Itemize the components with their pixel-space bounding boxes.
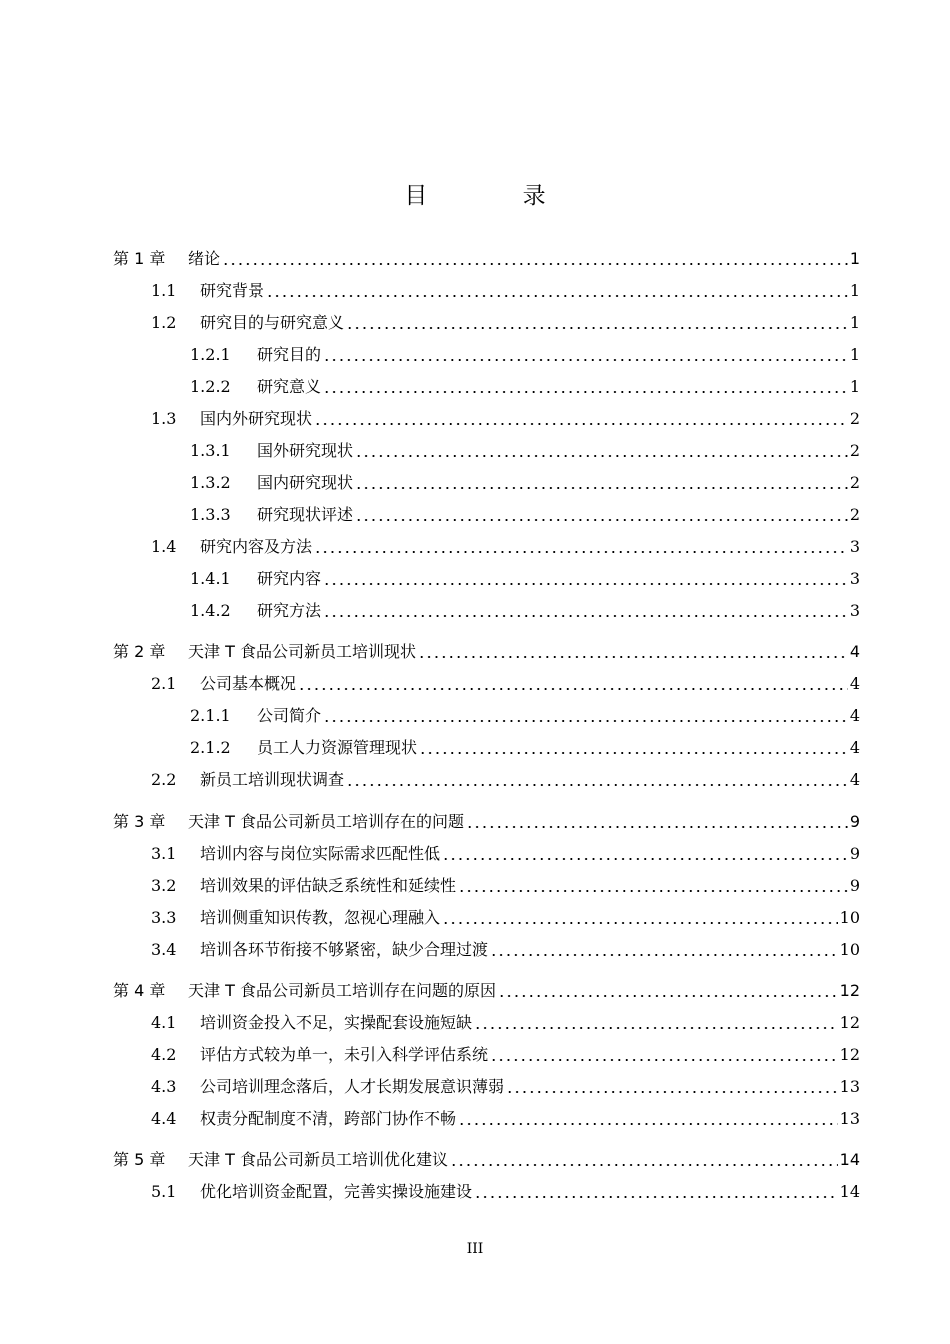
entry-title: 天津 T 食品公司新员工培训优化建议	[188, 1150, 448, 1169]
entry-number: 3.4	[151, 940, 177, 959]
entry-number: 1.4.1	[190, 569, 231, 588]
toc-entry-chapter[interactable]	[113, 805, 860, 833]
entry-number: 2.1	[151, 674, 177, 693]
toc-entry-section[interactable]	[151, 530, 860, 558]
dot-leader	[474, 1195, 838, 1199]
dot-leader	[355, 518, 848, 522]
dot-leader	[442, 921, 838, 925]
entry-title: 公司培训理念落后，人才长期发展意识薄弱	[200, 1077, 505, 1096]
toc-entry-chapter[interactable]	[113, 635, 860, 663]
entry-title: 研究背景	[200, 281, 265, 300]
toc-entry-subsection[interactable]	[190, 731, 860, 759]
toc-entry-section[interactable]	[151, 1006, 860, 1034]
toc-entry-subsection[interactable]	[190, 338, 860, 366]
dot-leader	[490, 1058, 838, 1062]
toc-entry-subsection[interactable]	[190, 594, 860, 622]
entry-number: 1.3.1	[190, 441, 231, 460]
toc-entry-subsection[interactable]	[190, 498, 860, 526]
entry-number: 1.3.3	[190, 505, 231, 524]
entry-page: 13	[839, 1077, 860, 1096]
toc-entry-section[interactable]	[151, 869, 860, 897]
entry-title: 绪论	[188, 249, 221, 268]
entry-page: 1	[849, 377, 860, 396]
dot-leader	[323, 582, 848, 586]
entry-title: 研究内容及方法	[200, 537, 313, 556]
toc-entry-section[interactable]	[151, 837, 860, 865]
entry-number: 2.1.2	[190, 738, 231, 757]
entry-page: 12	[839, 1013, 860, 1032]
entry-number: 1.3.2	[190, 473, 231, 492]
toc-entry-section[interactable]	[151, 1038, 860, 1066]
entry-number: 第 1 章	[113, 249, 166, 268]
toc-entry-chapter[interactable]	[113, 974, 860, 1002]
toc-entry-section[interactable]	[151, 306, 860, 334]
entry-number: 5.1	[151, 1182, 177, 1201]
entry-page: 1	[849, 345, 860, 364]
dot-leader	[458, 1122, 838, 1126]
toc-entry-section[interactable]	[151, 1175, 860, 1203]
entry-page: 4	[849, 738, 860, 757]
entry-number: 1.4.2	[190, 601, 231, 620]
dot-leader	[346, 783, 848, 787]
dot-leader	[323, 614, 848, 618]
entry-number: 1.1	[151, 281, 177, 300]
dot-leader	[355, 454, 848, 458]
dot-leader	[355, 486, 848, 490]
dot-leader	[506, 1090, 838, 1094]
entry-page: 2	[849, 441, 860, 460]
entry-title: 培训侧重知识传教，忽视心理融入	[200, 908, 441, 927]
toc-entry-section[interactable]	[151, 402, 860, 430]
dot-leader	[346, 326, 848, 330]
dot-leader	[498, 994, 838, 998]
toc-entry-section[interactable]	[151, 1070, 860, 1098]
entry-number: 2.2	[151, 770, 177, 789]
entry-title: 天津 T 食品公司新员工培训存在的问题	[188, 812, 464, 831]
entry-title: 研究目的与研究意义	[200, 313, 345, 332]
page-number: III	[466, 1241, 484, 1257]
dot-leader	[323, 390, 848, 394]
dot-leader	[418, 655, 848, 659]
entry-page: 12	[839, 1045, 860, 1064]
dot-leader	[314, 422, 848, 426]
entry-number: 3.3	[151, 908, 177, 927]
entry-number: 第 3 章	[113, 812, 166, 831]
entry-page: 4	[849, 642, 860, 661]
dot-leader	[323, 719, 848, 723]
dot-leader	[442, 857, 848, 861]
entry-title: 公司简介	[257, 706, 322, 725]
entry-number: 4.1	[151, 1013, 177, 1032]
entry-page: 13	[839, 1109, 860, 1128]
dot-leader	[490, 953, 838, 957]
dot-leader	[474, 1026, 838, 1030]
entry-page: 4	[849, 674, 860, 693]
dot-leader	[298, 687, 848, 691]
entry-number: 3.1	[151, 844, 177, 863]
entry-title: 优化培训资金配置，完善实操设施建设	[200, 1182, 473, 1201]
entry-number: 4.3	[151, 1077, 177, 1096]
entry-number: 3.2	[151, 876, 177, 895]
toc-entry-section[interactable]	[151, 933, 860, 961]
entry-page: 9	[849, 812, 860, 831]
entry-page: 1	[849, 249, 860, 268]
entry-page: 3	[849, 569, 860, 588]
entry-title: 研究目的	[257, 345, 322, 364]
dot-leader	[222, 262, 848, 266]
dot-leader	[450, 1163, 838, 1167]
toc-entry-section[interactable]	[151, 901, 860, 929]
entry-page: 14	[839, 1150, 860, 1169]
entry-page: 9	[849, 844, 860, 863]
entry-number: 4.2	[151, 1045, 177, 1064]
entry-title: 研究意义	[257, 377, 322, 396]
entry-page: 3	[849, 601, 860, 620]
entry-page: 4	[849, 770, 860, 789]
toc-entry-section[interactable]	[151, 667, 860, 695]
entry-number: 1.2.1	[190, 345, 231, 364]
toc-entry-subsection[interactable]	[190, 434, 860, 462]
entry-title: 评估方式较为单一，未引入科学评估系统	[200, 1045, 489, 1064]
entry-title: 权责分配制度不清，跨部门协作不畅	[200, 1109, 457, 1128]
entry-number: 1.2.2	[190, 377, 231, 396]
toc-entry-chapter[interactable]	[113, 1143, 860, 1171]
toc-title: 目 录	[404, 183, 590, 209]
toc-entry-subsection[interactable]	[190, 699, 860, 727]
entry-title: 培训资金投入不足，实操配套设施短缺	[200, 1013, 473, 1032]
dot-leader	[458, 889, 848, 893]
toc-entry-chapter[interactable]	[113, 242, 860, 270]
entry-page: 1	[849, 313, 860, 332]
entry-title: 员工人力资源管理现状	[257, 738, 418, 757]
entry-number: 1.2	[151, 313, 177, 332]
entry-title: 天津 T 食品公司新员工培训现状	[188, 642, 416, 661]
entry-page: 2	[849, 409, 860, 428]
entry-page: 4	[849, 706, 860, 725]
entry-title: 研究方法	[257, 601, 322, 620]
toc-entry-subsection[interactable]	[190, 370, 860, 398]
dot-leader	[314, 550, 848, 554]
dot-leader	[419, 751, 848, 755]
entry-page: 3	[849, 537, 860, 556]
entry-title: 研究现状评述	[257, 505, 354, 524]
entry-page: 10	[839, 940, 860, 959]
entry-title: 天津 T 食品公司新员工培训存在问题的原因	[188, 981, 496, 1000]
entry-title: 国内外研究现状	[200, 409, 313, 428]
entry-page: 12	[839, 981, 860, 1000]
entry-title: 国外研究现状	[257, 441, 354, 460]
entry-number: 第 4 章	[113, 981, 166, 1000]
toc-entry-section[interactable]	[151, 274, 860, 302]
entry-page: 1	[849, 281, 860, 300]
entry-number: 1.3	[151, 409, 177, 428]
entry-page: 10	[839, 908, 860, 927]
entry-number: 4.4	[151, 1109, 177, 1128]
entry-number: 第 2 章	[113, 642, 166, 661]
entry-title: 培训各环节衔接不够紧密，缺少合理过渡	[200, 940, 489, 959]
entry-number: 2.1.1	[190, 706, 231, 725]
entry-title: 新员工培训现状调查	[200, 770, 345, 789]
toc-entry-section[interactable]	[151, 763, 860, 791]
entry-title: 国内研究现状	[257, 473, 354, 492]
dot-leader	[323, 358, 848, 362]
entry-title: 公司基本概况	[200, 674, 297, 693]
entry-number: 1.4	[151, 537, 177, 556]
toc-entry-subsection[interactable]	[190, 562, 860, 590]
entry-page: 14	[839, 1182, 860, 1201]
dot-leader	[266, 294, 848, 298]
entry-title: 培训内容与岗位实际需求匹配性低	[200, 844, 441, 863]
entry-number: 第 5 章	[113, 1150, 166, 1169]
entry-title: 培训效果的评估缺乏系统性和延续性	[200, 876, 457, 895]
entry-page: 2	[849, 505, 860, 524]
entry-page: 9	[849, 876, 860, 895]
toc-entry-section[interactable]	[151, 1102, 860, 1130]
toc-entry-subsection[interactable]	[190, 466, 860, 494]
entry-title: 研究内容	[257, 569, 322, 588]
dot-leader	[466, 825, 848, 829]
entry-page: 2	[849, 473, 860, 492]
